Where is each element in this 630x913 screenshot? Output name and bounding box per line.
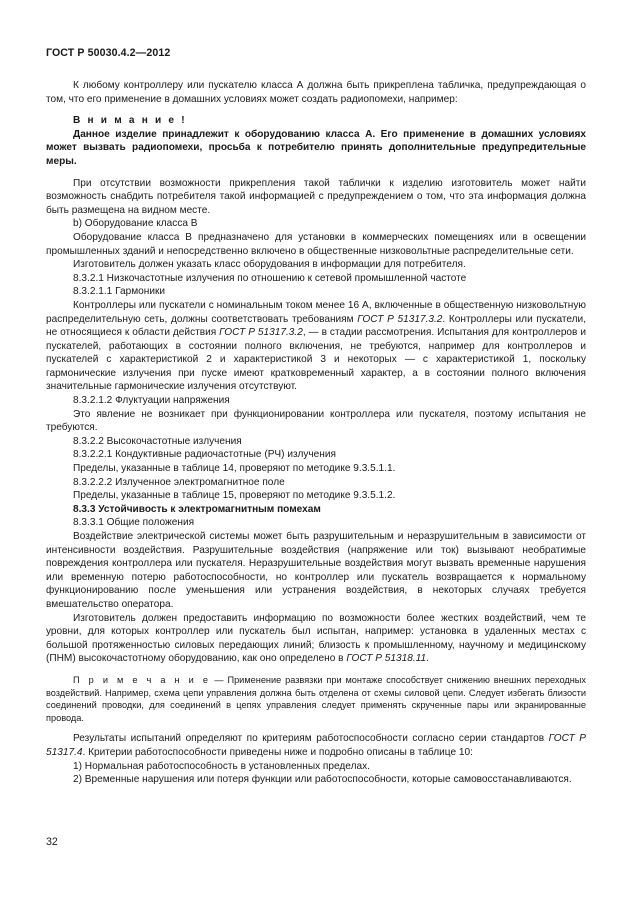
page-number: 32 <box>46 836 58 848</box>
standard-reference: ГОСТ Р 51317.3.2 <box>219 327 303 339</box>
section-heading-bold: 8.3.3 Устойчивость к электромагнитным помехам <box>73 503 321 515</box>
harmonics-paragraph: Контроллеры или пускатели с номинальным током менее 16 А, включенные в общественную низковольтную распределительную сеть, должны соответствовать требованиям ГОСТ Р 51317.3.2. Контроллеры или пускатели, не относящиеся к области действия ГОСТ Р 51317.3.2, — в стадии рассмотрения. Испытания для контроллеров и пускателей, работающих в состоянии полного включения, не требуются, например для контроллеров и пускателей с характеристикой 2 и характеристикой 3 и некоторых — с характеристикой 1, поскольку гармонические излучения при пуске имеют кратковременный характер, а в состоянии полного включения значительные гармонические излучения отсутствуют. <box>46 299 586 393</box>
standard-reference: ГОСТ Р 51317.4 <box>46 733 586 758</box>
document-header: ГОСТ Р 50030.4.2—2012 <box>46 47 171 59</box>
info-paragraph: Изготовитель должен предоставить информацию по возможности более жестких воздействий, чем те уровни, для которых контроллер или пускатель был испытан, например: установка в удаленных местах с большой протяженностью силовых передающих линий; близость к промышленному, научному и медицинскому (ПНМ) высокочастотному оборудованию, как оно определено в ГОСТ Р 51318.11. <box>46 612 586 665</box>
note: П р и м е ч а н и е — Применение развязки при монтаже способствует снижению внешних переходных воздействий. Например, схема цепи управления должна быть отделена от схемы силовой цепи. Следует избегать близости соединений проводки, для соединений в цепях управления следует применять скрученные пары или экранированные провода. <box>46 674 586 723</box>
section-heading: 8.3.2.2 Высокочастотные излучения <box>73 435 242 447</box>
paragraph: Пределы, указанные в таблице 14, проверяют по методике 9.3.5.1.1. <box>73 463 396 475</box>
paragraph: Оборудование класса В предназначено для установки в коммерческих помещениях или в освещении промышленных зданий и непосредственно включено в общественные низковольтные распределительные сети. <box>46 231 586 257</box>
list-item: 2) Временные нарушения или потеря функции или работоспособности, которые самовосстанавливаются. <box>73 774 572 786</box>
paragraph: Это явление не возникает при функционировании контроллера или пускателя, поэтому испытания не требуются. <box>46 408 586 434</box>
warning-title: В н и м а н и е ! <box>73 115 187 127</box>
paragraph: Воздействие электрической системы может быть разрушительным и неразрушительным в зависимости от интенсивности воздействия. Разрушительные воздействия (напряжение или ток) вызывают необратимые повреждения контроллера или пускателя. Неразрушительные воздействия могут вызвать временные нарушения или временную потерю работоспособности, но контроллер или пускатель возвращается к нормальному функционированию после уменьшения или устранения воздействия, в некоторых случаях требуется вмешательство оператора. <box>46 531 586 610</box>
paragraph: К любому контроллеру или пускателю класса А должна быть прикреплена табличка, предупреждающая о том, что его применение в домашних условиях может создать радиопомехи, например: <box>46 80 586 105</box>
note-label: П р и м е ч а н и е <box>73 674 211 685</box>
list-item: b) Оборудование класса В <box>73 218 198 230</box>
paragraph: Пределы, указанные в таблице 15, проверяют по методике 9.3.5.1.2. <box>73 490 396 502</box>
section-heading: 8.3.3.1 Общие положения <box>73 517 195 529</box>
warning-text: Данное изделие принадлежит к оборудованию класса А. Его применение в домашних условиях может вызвать радиопомехи, просьба к потребителю принять дополнительные предупредительные меры. <box>46 128 586 167</box>
section-heading: 8.3.2.1.1 Гармоники <box>73 286 166 298</box>
section-heading: 8.3.2.2.1 Кондуктивные радиочастотные (РЧ) излучения <box>73 449 336 461</box>
section-heading: 8.3.2.2.2 Излученное электромагнитное поле <box>73 476 285 488</box>
section-heading: 8.3.2.1.2 Флуктуации напряжения <box>73 395 230 407</box>
standard-reference: ГОСТ Р 51318.11 <box>346 653 427 665</box>
document-body <box>46 79 586 787</box>
standard-reference: ГОСТ Р 51317.3.2 <box>357 313 443 325</box>
paragraph: При отсутствии возможности прикрепления такой таблички к изделию изготовитель может найти возможность снабдить потребителя такой информацией с предупреждением о том, что эта информация должна быть размещена на видном месте. <box>46 177 586 216</box>
list-item: 1) Нормальная работоспособность в установленных пределах. <box>73 760 370 772</box>
section-heading: 8.3.2.1 Низкочастотные излучения по отношению к сетевой промышленной частоте <box>73 272 467 284</box>
results-paragraph: Результаты испытаний определяют по критериям работоспособности согласно серии стандартов ГОСТ Р 51317.4. Критерии работоспособности приведены ниже и подробно описаны в таблице 10: <box>46 733 586 758</box>
paragraph: Изготовитель должен указать класс оборудования в информации для потребителя. <box>73 259 466 271</box>
